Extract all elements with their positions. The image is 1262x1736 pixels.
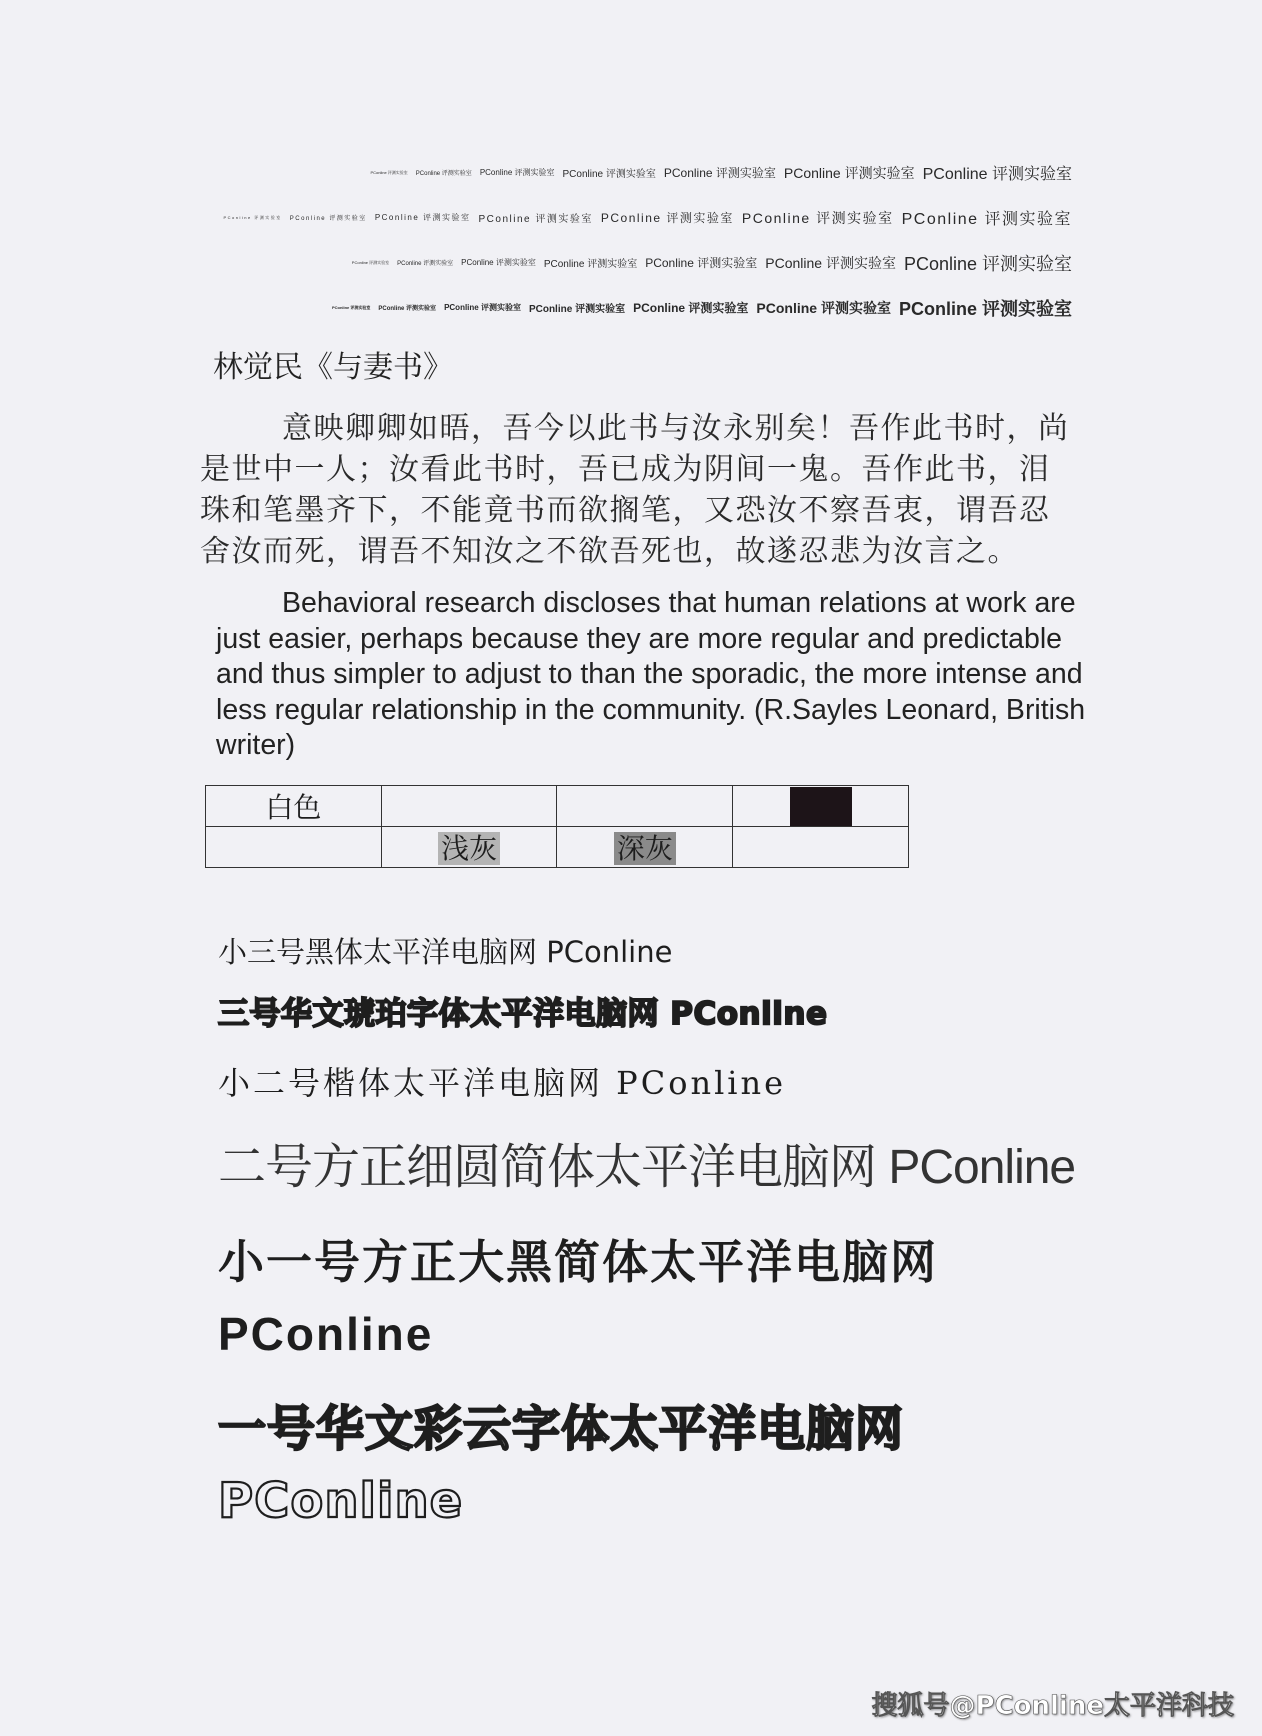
test-text: PConline 评测实验室 bbox=[370, 169, 408, 175]
test-text: PConline 评测实验室 bbox=[901, 211, 1072, 228]
poem-body: 意映卿卿如晤，吾今以此书与汝永别矣！吾作此书时，尚是世中一人；汝看此书时，吾已成为阴间一鬼。吾作此书，泪珠和笔墨齐下，不能竟书而欲搁笔，又恐汝不察吾衷，谓吾忍舍汝而死，谓吾不知汝之不欲吾死也，故遂忍悲为汝言之。 bbox=[200, 411, 1070, 569]
test-text: PConline 评测实验室 bbox=[444, 303, 521, 312]
poem-title: 林觉民《与妻书》 bbox=[213, 350, 453, 385]
test-text: PConline 评测实验室 bbox=[415, 171, 472, 177]
test-text: PConline 评测实验室 bbox=[741, 209, 894, 226]
test-text: PConline 评测实验室 bbox=[756, 299, 891, 316]
test-line-medium bbox=[212, 240, 1072, 285]
empty-cell bbox=[206, 827, 382, 868]
test-text: PConline 评测实验室 bbox=[479, 168, 555, 177]
white-cell bbox=[206, 786, 382, 827]
font-sample-caiyun: 一号华文彩云字体太平洋电脑网 PConline bbox=[218, 1401, 905, 1529]
test-text: PConline 评测实验室 bbox=[645, 256, 758, 270]
test-text: PConline 评测实验室 bbox=[528, 304, 626, 315]
test-text: PConline 评测实验室 bbox=[378, 306, 437, 312]
english-paragraph: Behavioral research discloses that human relations at work are just easier, perhaps because they are more regular and predictable and thus simpler to adjust to than the sporadic, the more intense and less regular relationship in the community. (R.Sayles Leonard, British writer) bbox=[216, 587, 1086, 761]
test-text: PConline 评测实验室 bbox=[633, 301, 749, 315]
font-sample-xiyuan: 二号方正细圆简体太平洋电脑网 PConline bbox=[218, 1141, 1076, 1194]
test-text: PConline 评测实验室 bbox=[663, 166, 776, 180]
test-text: PConline 评测实验室 bbox=[351, 259, 390, 265]
font-sample-hupo: 三号华文琥珀字体太平洋电脑网 PConline bbox=[218, 996, 828, 1032]
test-text: PConline 评测实验室 bbox=[543, 259, 638, 270]
test-text: PConline 评测实验室 bbox=[783, 164, 915, 181]
font-size-test-lines bbox=[212, 150, 1072, 330]
font-sample-heiti: 小三号黑体太平洋电脑网 PConline bbox=[218, 935, 673, 969]
light-gray-cell bbox=[381, 827, 557, 868]
dark-gray-label: 深灰 bbox=[614, 832, 676, 865]
test-text: PConline 评测实验室 bbox=[600, 211, 734, 225]
grayscale-table bbox=[205, 785, 909, 868]
test-text: PConline 评测实验室 bbox=[289, 216, 367, 222]
font-sample-dahei: 小一号方正大黑简体太平洋电脑网 PConline bbox=[218, 1236, 938, 1360]
empty-cell bbox=[733, 827, 909, 868]
test-text: PConline 评测实验室 bbox=[903, 253, 1072, 274]
test-text: PConline 评测实验室 bbox=[331, 304, 371, 310]
test-text: PConline 评测实验室 bbox=[922, 166, 1072, 183]
white-label: 白色 bbox=[265, 791, 322, 824]
test-text: PConline 评测实验室 bbox=[562, 169, 656, 180]
empty-cell bbox=[381, 786, 557, 827]
test-line-spaced bbox=[212, 195, 1072, 240]
test-text: PConline 评测实验室 bbox=[223, 214, 282, 220]
test-text: PConline 评测实验室 bbox=[397, 261, 454, 267]
test-text: PConline 评测实验室 bbox=[461, 258, 536, 267]
test-text: PConline 评测实验室 bbox=[478, 214, 593, 225]
light-gray-label: 浅灰 bbox=[438, 832, 500, 865]
test-text: PConline 评测实验室 bbox=[765, 254, 896, 271]
test-line-bold bbox=[212, 285, 1072, 330]
black-cell bbox=[733, 786, 909, 827]
test-text: PConline 评测实验室 bbox=[898, 298, 1072, 319]
black-swatch bbox=[790, 787, 852, 826]
empty-cell bbox=[557, 786, 733, 827]
watermark: 搜狐号@PConline太平洋科技 bbox=[871, 1691, 1234, 1721]
test-line-regular bbox=[212, 150, 1072, 195]
dark-gray-cell bbox=[557, 827, 733, 868]
font-sample-kaiti: 小二号楷体太平洋电脑网 PConline bbox=[218, 1064, 787, 1102]
test-text: PConline 评测实验室 bbox=[374, 213, 471, 222]
